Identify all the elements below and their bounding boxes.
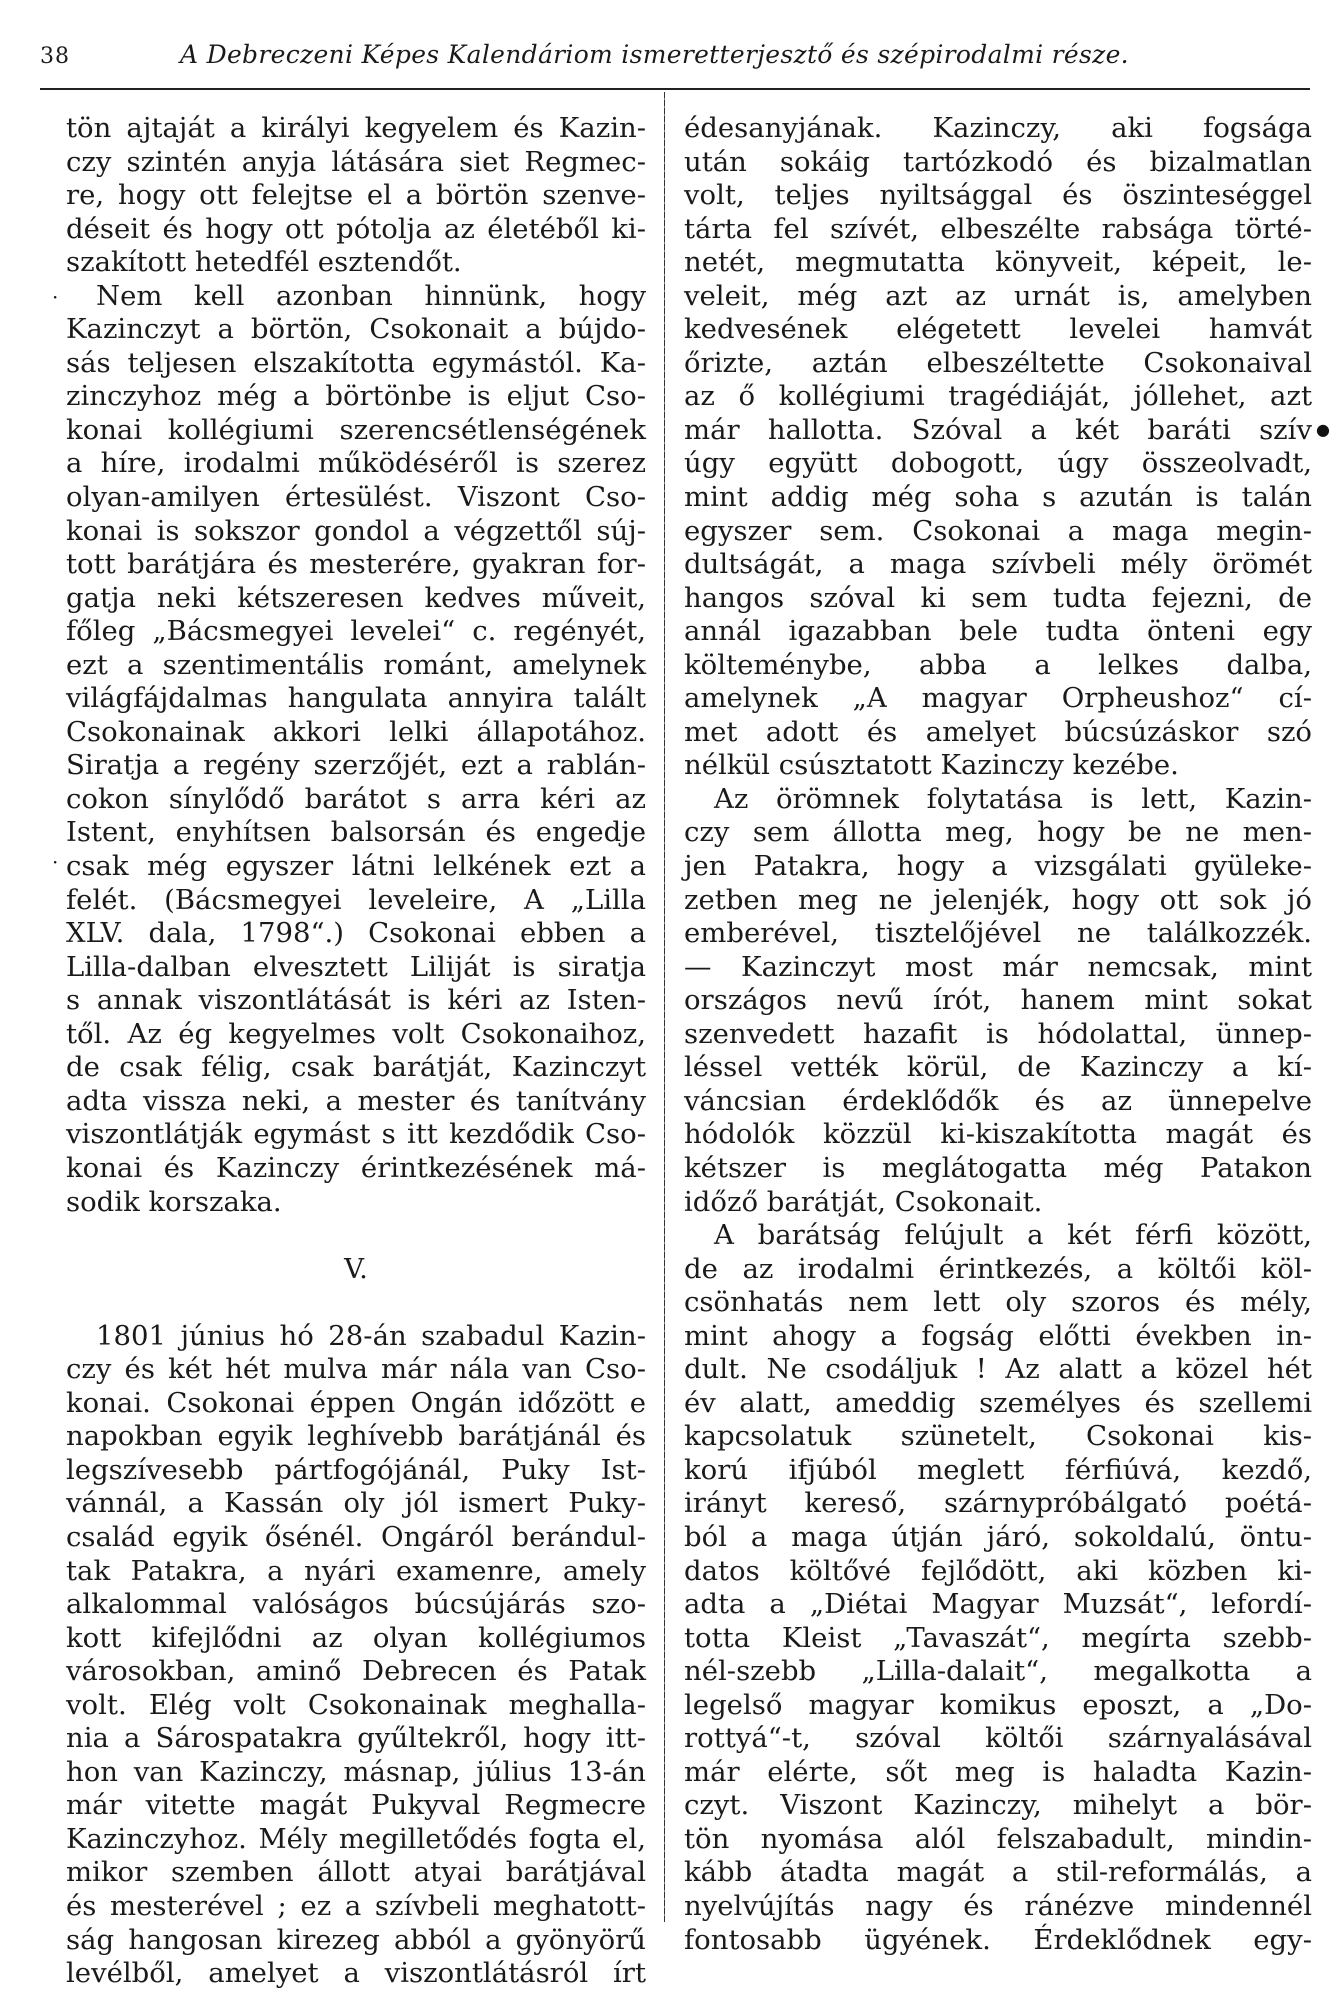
text-line: fontosabb ügyének. Érdeklődnek egy- <box>684 1923 1312 1956</box>
text-line: világfájdalmas hangulata annyira talált <box>66 682 646 715</box>
text-line: vánnál, a Kassán oly jól ismert Puky- <box>66 1487 646 1520</box>
text-line: kapcsolatuk szünetelt, Csokonai kis- <box>684 1420 1312 1453</box>
text-line: kétszer is meglátogatta még Patakon <box>684 1151 1312 1184</box>
text-line: konai és Kazinczy érintkezésének má- <box>66 1151 646 1184</box>
text-line: felét. (Bácsmegyei leveleire, A „Lilla <box>66 883 646 916</box>
text-line: váncsian érdeklődők és az ünnepelve <box>684 1084 1312 1117</box>
text-line: Siratja a regény szerzőjét, ezt a rablán- <box>66 749 646 782</box>
text-line: dult. Ne csodáljuk ! Az alatt a közel hét <box>684 1353 1312 1386</box>
text-line: a híre, irodalmi működéséről is szerez <box>66 447 646 480</box>
text-line: nia a Sárospatakra gyűltekről, hogy itt- <box>66 1722 646 1755</box>
text-line: zetben meg ne jelenjék, hogy ott sok jó <box>684 883 1312 916</box>
text-line: kább átadta magát a stil-reformálás, a <box>684 1856 1312 1889</box>
text-line: országos nevű írót, hanem mint sokat <box>684 984 1312 1017</box>
text-line: úgy együtt dobogott, úgy összeolvadt, <box>684 447 1312 480</box>
text-line: re, hogy ott felejtse el a börtön szenve- <box>66 179 646 212</box>
text-line: XLV. dala, 1798“.) Csokonai ebben a <box>66 917 646 950</box>
text-line: léssel vették körül, de Kazinczy a kí- <box>684 1051 1312 1084</box>
text-line: sás teljesen elszakította egymástól. Ka- <box>66 346 646 379</box>
page-number: 38 <box>40 44 70 69</box>
text-line: levélből, amelyet a viszontlátásról írt <box>66 1957 646 1990</box>
text-line: — Kazinczyt most már nemcsak, mint <box>684 950 1312 983</box>
text-line: volt. Elég volt Csokonainak meghalla- <box>66 1688 646 1721</box>
text-line: veleit, még azt az urnát is, amelyben <box>684 279 1312 312</box>
column-divider <box>664 92 665 1922</box>
text-line: városokban, aminő Debrecen és Patak <box>66 1655 646 1688</box>
text-line: kott kifejlődni az olyan kollégiumos <box>66 1621 646 1654</box>
text-line: legszívesebb pártfogójánál, Puky Ist- <box>66 1453 646 1486</box>
text-line: amelynek „A magyar Orpheushoz“ cí- <box>684 682 1312 715</box>
text-line: tott barátjára és mesterére, gyakran for- <box>66 548 646 581</box>
text-line: de csak félig, csak barátját, Kazinczyt <box>66 1051 646 1084</box>
text-line: már vitette magát Pukyval Regmecre <box>66 1789 646 1822</box>
text-line: költeménybe, abba a lelkes dalba, <box>684 648 1312 681</box>
text-line: mint ahogy a fogság előtti években in- <box>684 1319 1312 1352</box>
text-line: annál igazabban bele tudta önteni egy <box>684 615 1312 648</box>
text-line: ezt a szentimentális románt, amelynek <box>66 648 646 681</box>
text-line: irányt kereső, szárnypróbálgató poétá- <box>684 1487 1312 1520</box>
text-line: tön ajtaját a királyi kegyelem és Kazin- <box>66 112 646 144</box>
text-line: czy szintén anyja látására siet Regmec- <box>66 145 646 178</box>
text-line: Csokonainak akkori lelki állapotához. <box>66 715 646 748</box>
text-line: Lilla-dalban elvesztett Liliját is siratja <box>66 950 646 983</box>
text-line: már elérte, sőt meg is haladta Kazin- <box>684 1755 1312 1788</box>
text-line: ság hangosan kirezeg abból a gyönyörű <box>66 1923 646 1956</box>
text-line: hódolók közzül ki-kiszakította magát és <box>684 1118 1312 1151</box>
text-line: nél-szebb „Lilla-dalait“, megalkotta a <box>684 1655 1312 1688</box>
left-column <box>66 112 646 1991</box>
text-line: 1801 június hó 28-án szabadul Kazin- <box>96 1319 646 1352</box>
text-line: család egyik ősénél. Ongáról berándul- <box>66 1520 646 1553</box>
text-line: rottyá“-t, szóval költői szárnyalásával <box>684 1722 1312 1755</box>
text-line: szakított hetedfél esztendőt. <box>66 246 462 279</box>
text-line: gatja neki kétszeresen kedves műveit, <box>66 581 646 614</box>
text-line: Istent, enyhítsen balsorsán és engedje <box>66 816 646 849</box>
text-line: kedvesének elégetett levelei hamvát <box>684 313 1312 346</box>
text-line: mint addig még soha s azután is talán <box>684 481 1312 514</box>
text-line: czy sem állotta meg, hogy be ne men- <box>684 816 1312 849</box>
text-line: tárta fel szívét, elbeszélte rabsága törté- <box>684 212 1312 245</box>
text-line: déseit és hogy ott pótolja az életéből ki- <box>66 212 646 245</box>
text-line: év alatt, ameddig személyes és szellemi <box>684 1386 1312 1419</box>
text-line: tön nyomása alól felszabadult, mindin- <box>684 1822 1312 1855</box>
header-rule <box>40 88 1310 90</box>
text-line: után sokáig tartózkodó és bizalmatlan <box>684 145 1312 178</box>
text-line: napokban egyik leghívebb barátjánál és <box>66 1420 646 1453</box>
text-line: sodik korszaka. <box>66 1185 282 1218</box>
text-line: Kazinczyt a börtön, Csokonait a bújdo- <box>66 313 646 346</box>
text-line: s annak viszontlátását is kéri az Isten- <box>66 984 646 1017</box>
text-line: Nem kell azonban hinnünk, hogy <box>96 279 646 312</box>
text-line: nyelvújítás nagy és ránézve mindennél <box>684 1889 1312 1922</box>
text-line: nélkül csúsztatott Kazinczy kezébe. <box>684 749 1179 782</box>
text-line: tak Patakra, a nyári examenre, amely <box>66 1554 646 1587</box>
text-line: legelső magyar komikus eposzt, a „Do- <box>684 1688 1312 1721</box>
text-line: hangos szóval ki sem tudta fejezni, de <box>684 581 1312 614</box>
text-line: főleg „Bácsmegyei levelei“ c. regényét, <box>66 615 646 648</box>
text-line: volt, teljes nyiltsággal és öszinteséggel <box>684 179 1312 212</box>
text-line: A barátság felújult a két férfi között, <box>714 1219 1312 1252</box>
text-line: dultságát, a maga szívbeli mély örömét <box>684 548 1312 581</box>
text-line: szenvedett hazafit is hódolattal, ünnep- <box>684 1017 1312 1050</box>
text-line: olyan-amilyen értesülést. Viszont Cso- <box>66 481 646 514</box>
text-line: adta a „Diétai Magyar Muzsát“, lefordí- <box>684 1588 1312 1621</box>
text-line: ból a maga útján járó, sokoldalú, öntu- <box>684 1520 1312 1553</box>
running-title: A Debreczeni Képes Kalendáriom ismeretterjesztő és szépirodalmi része. <box>180 40 1129 69</box>
text-line: től. Az ég kegyelmes volt Csokonaihoz, <box>66 1017 646 1050</box>
text-line: csönhatás nem lett oly szoros és mély, <box>684 1286 1312 1319</box>
text-line: konai. Csokonai éppen Ongán időzött e <box>66 1386 646 1419</box>
text-line: adta vissza neki, a mester és tanítvány <box>66 1084 646 1117</box>
text-line: datos költővé fejlődött, aki közben ki- <box>684 1554 1312 1587</box>
margin-dot: · <box>52 285 59 309</box>
blank-line <box>66 1286 646 1320</box>
text-line: cokon sínylődő barátot s arra kéri az <box>66 782 646 815</box>
margin-dot: · <box>52 850 59 874</box>
text-line: czyt. Viszont Kazinczy, mihelyt a bör- <box>684 1789 1312 1822</box>
text-line: de az irodalmi érintkezés, a költői köl- <box>684 1252 1312 1285</box>
text-line: időző barátját, Csokonait. <box>684 1185 1043 1218</box>
text-line: konai kollégiumi szerencsétlenségének <box>66 413 646 446</box>
section-heading: V. <box>344 1252 368 1285</box>
text-line: netét, megmutatta könyveit, képeit, le- <box>684 246 1312 279</box>
text-line: alkalommal valóságos búcsújárás szo- <box>66 1588 646 1621</box>
text-line: Az örömnek folytatása is lett, Kazin- <box>714 782 1312 815</box>
text-line: mikor szemben állott atyai barátjával <box>66 1856 646 1889</box>
text-line: édesanyjának. Kazinczy, aki fogsága <box>684 112 1312 144</box>
page-header <box>0 30 1330 90</box>
text-line: Kazinczyhoz. Mély megilletődés fogta el, <box>66 1822 646 1855</box>
text-line: korú ifjúból meglett férfiúvá, kezdő, <box>684 1453 1312 1486</box>
text-line: őrizte, aztán elbeszéltette Csokonaival <box>684 346 1312 379</box>
text-line: met adott és amelyet búcsúzáskor szó <box>684 715 1312 748</box>
text-line: jen Patakra, hogy a vizsgálati gyüleke- <box>684 850 1312 883</box>
text-line: zinczyhoz még a börtönbe is eljut Cso- <box>66 380 646 413</box>
text-line: viszontlátják egymást s itt kezdődik Cso- <box>66 1118 646 1151</box>
blank-line <box>66 1219 646 1253</box>
text-line: totta Kleist „Tavaszát“, megírta szebb- <box>684 1621 1312 1654</box>
text-line: és mesterével ; ez a szívbeli meghatott- <box>66 1889 646 1922</box>
text-line: czy és két hét mulva már nála van Cso- <box>66 1353 646 1386</box>
text-line: emberével, tisztelőjével ne találkozzék. <box>684 917 1312 950</box>
text-line: már hallotta. Szóval a két baráti szív <box>684 413 1312 446</box>
text-line: egyszer sem. Csokonai a maga megin- <box>684 514 1312 547</box>
right-column <box>684 112 1312 1957</box>
text-line: konai is sokszor gondol a végzettől súj- <box>66 514 646 547</box>
text-line: csak még egyszer látni lelkének ezt a <box>66 850 646 883</box>
margin-mark-bullet: ● <box>1316 420 1330 439</box>
text-line: az ő kollégiumi tragédiáját, jóllehet, azt <box>684 380 1312 413</box>
text-line: hon van Kazinczy, másnap, július 13-án <box>66 1755 646 1788</box>
